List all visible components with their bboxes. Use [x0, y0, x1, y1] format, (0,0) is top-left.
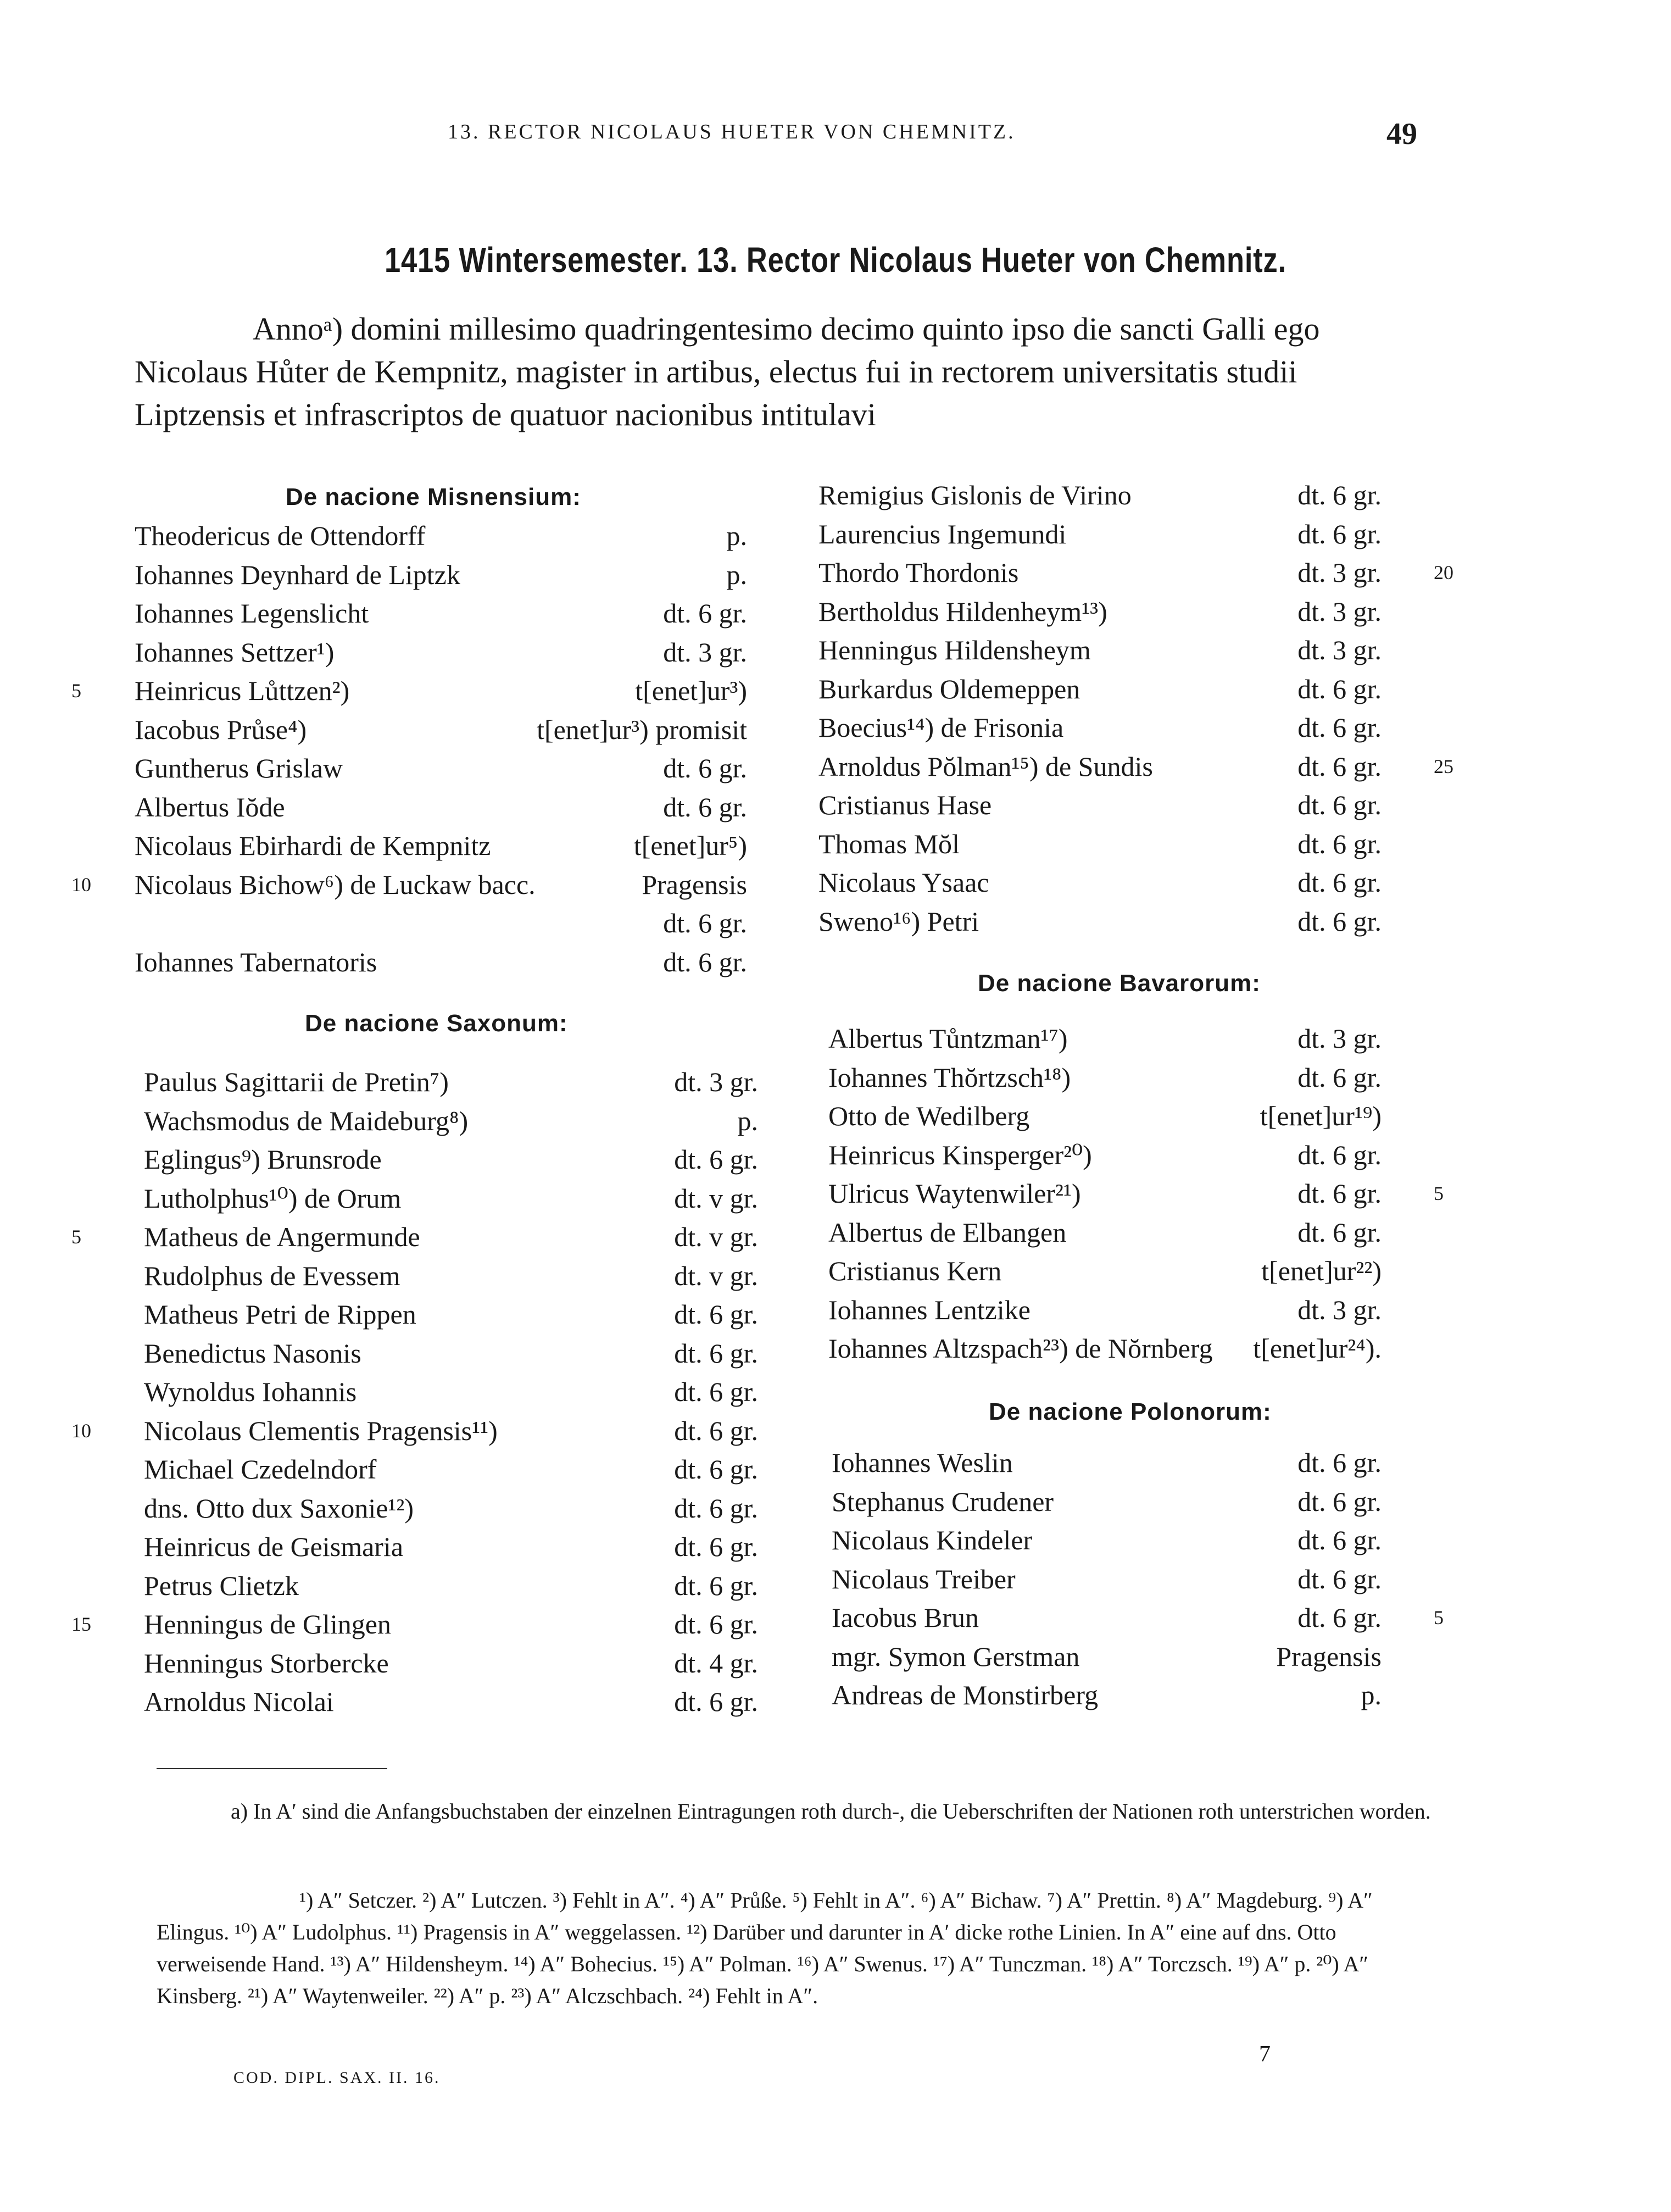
payment-note: dt. 6 gr.: [663, 598, 747, 629]
payment-note: dt. 4 gr.: [674, 1647, 758, 1679]
payment-note: dt. 6 gr.: [663, 908, 747, 938]
payment-note: dt. v gr.: [674, 1221, 758, 1252]
payment-note: dt. 6 gr.: [663, 946, 747, 977]
matriculation-entry: [0, 1411, 769, 1450]
matriculation-entry: [818, 1329, 1456, 1368]
matriculation-entry: [818, 1174, 1456, 1213]
sheet-number: 7: [1259, 2042, 1271, 2067]
line-number: 5: [71, 1226, 81, 1248]
payment-note: dt. 6 gr.: [1297, 1602, 1382, 1633]
payment-note: dt. 3 gr.: [1297, 596, 1382, 627]
nation-heading: De nacione Bavarorum:: [978, 970, 1261, 997]
matriculation-entry: [818, 1019, 1456, 1058]
matriculation-entry: [0, 904, 769, 942]
line-number: 10: [71, 873, 91, 896]
payment-note: dt. 6 gr.: [674, 1531, 758, 1562]
footnote-a: [157, 1796, 1442, 1827]
matriculation-entry: [0, 1063, 769, 1101]
matriculation-entry: [0, 710, 769, 749]
payment-note: dt. 6 gr.: [663, 791, 747, 822]
payment-note: dt. 6 gr.: [1297, 1486, 1382, 1517]
matriculation-entry: [818, 1213, 1456, 1252]
matriculation-entry: [818, 631, 1456, 669]
payment-note: dt. 6 gr.: [1297, 905, 1382, 937]
payment-note: p.: [1361, 1680, 1382, 1710]
line-number: 25: [1434, 755, 1453, 777]
payment-note: dt. 6 gr.: [663, 753, 747, 783]
nation-heading: De nacione Saxonum:: [305, 1010, 568, 1037]
payment-note: dt. 6 gr.: [1297, 1447, 1382, 1478]
payment-note: p.: [737, 1105, 758, 1136]
student-name: Iohannes Weslin: [832, 1447, 1013, 1478]
payment-note: Pragensis: [1276, 1641, 1382, 1672]
student-name: Heinricus Kinsperger²⁰): [828, 1139, 1092, 1170]
matriculation-entry: [0, 1644, 769, 1682]
matriculation-entry: [0, 1489, 769, 1527]
student-name: Eglingus⁹) Brunsrode: [144, 1144, 382, 1175]
student-name: Arnoldus Pŏlman¹⁵) de Sundis: [818, 751, 1153, 782]
matriculation-entry: [818, 1637, 1456, 1676]
student-name: Iohannes Lentzike: [828, 1294, 1031, 1325]
payment-note: p.: [726, 559, 747, 590]
matriculation-entry: [0, 516, 769, 555]
line-number: 15: [71, 1613, 91, 1635]
matriculation-entry: [0, 1295, 769, 1333]
line-number: 20: [1434, 562, 1453, 583]
matriculation-entry: [0, 1605, 769, 1643]
payment-note: dt. 6 gr.: [674, 1299, 758, 1330]
student-name: Nicolaus Clementis Pragensis¹¹): [144, 1415, 498, 1446]
payment-note: t[enet]ur²²): [1261, 1255, 1382, 1286]
payment-note: dt. 6 gr.: [674, 1570, 758, 1601]
student-name: Petrus Clietzk: [144, 1570, 299, 1601]
student-name: Theodericus de Ottendorff: [135, 520, 426, 551]
payment-note: dt. 6 gr.: [1297, 480, 1382, 510]
payment-note: dt. 6 gr.: [674, 1492, 758, 1524]
student-name: Heinricus de Geismaria: [144, 1531, 404, 1562]
matriculation-entry: [0, 749, 769, 787]
matriculation-entry: [818, 863, 1456, 902]
matriculation-entry: [818, 592, 1456, 631]
nation-heading: De nacione Misnensium:: [286, 483, 581, 510]
page-number: 49: [1386, 117, 1417, 151]
matriculation-entry: [0, 633, 769, 671]
payment-note: dt. 6 gr.: [674, 1415, 758, 1446]
student-name: Iacobus Průse⁴): [135, 714, 307, 745]
student-name: Otto de Wedilberg: [828, 1101, 1030, 1131]
payment-note: dt. 6 gr.: [1297, 751, 1382, 782]
payment-note: dt. 3 gr.: [1297, 557, 1382, 588]
nation-heading: De nacione Polonorum:: [989, 1398, 1272, 1425]
matriculation-entry: [818, 825, 1456, 863]
student-name: Albertus de Elbangen: [828, 1216, 1067, 1248]
student-name: Lutholphus¹⁰) de Orum: [144, 1182, 402, 1214]
matriculation-entry: [818, 1252, 1456, 1290]
payment-note: dt. 3 gr.: [674, 1066, 758, 1097]
student-name: Albertus Iŏde: [135, 791, 285, 822]
payment-note: dt. 6 gr.: [1297, 828, 1382, 859]
student-name: Iohannes Thŏrtzsch¹⁸): [828, 1061, 1071, 1093]
student-name: Remigius Gislonis de Virino: [818, 480, 1132, 510]
line-number: 5: [1434, 1182, 1444, 1204]
matriculation-entry: [0, 1179, 769, 1218]
payment-note: t[enet]ur²⁴).: [1253, 1333, 1382, 1364]
student-name: Wynoldus Iohannis: [144, 1376, 357, 1407]
student-name: Cristianus Hase: [818, 790, 992, 820]
student-name: Matheus de Angermunde: [144, 1221, 420, 1252]
student-name: Iohannes Altzspach²³) de Nŏrnberg: [828, 1333, 1213, 1364]
matriculation-entry: [0, 1450, 769, 1488]
matriculation-entry: [0, 671, 769, 710]
student-name: Nicolaus Kindeler: [832, 1525, 1033, 1555]
matriculation-entry: [818, 1136, 1456, 1174]
line-number: 10: [71, 1419, 91, 1442]
payment-note: t[enet]ur³): [635, 675, 747, 706]
matriculation-entry: [818, 1598, 1456, 1637]
student-name: Andreas de Monstirberg: [832, 1680, 1099, 1710]
student-name: Heinricus Lůttzen²): [135, 675, 350, 706]
payment-note: dt. 6 gr.: [674, 1686, 758, 1717]
student-name: Ulricus Waytenwiler²¹): [828, 1178, 1081, 1209]
student-name: Stephanus Crudener: [832, 1486, 1054, 1517]
student-name: Matheus Petri de Rippen: [144, 1299, 416, 1330]
student-name: Cristianus Kern: [828, 1255, 1002, 1286]
student-name: Sweno¹⁶) Petri: [818, 905, 979, 937]
student-name: Burkardus Oldemeppen: [818, 673, 1080, 704]
matriculation-entry: [818, 515, 1456, 553]
payment-note: dt. 6 gr.: [674, 1609, 758, 1639]
student-name: Paulus Sagittarii de Pretin⁷): [144, 1066, 449, 1097]
payment-note: dt. v gr.: [674, 1260, 758, 1291]
student-name: Albertus Tůntzman¹⁷): [828, 1023, 1068, 1054]
student-name: Nicolaus Treiber: [832, 1563, 1016, 1594]
student-name: Iacobus Brun: [832, 1602, 979, 1633]
payment-note: dt. 6 gr.: [1297, 1563, 1382, 1594]
payment-note: dt. 6 gr.: [1297, 518, 1382, 549]
student-name: mgr. Symon Gerstman: [832, 1641, 1080, 1672]
student-name: Arnoldus Nicolai: [144, 1686, 334, 1717]
matriculation-entry: [818, 553, 1456, 592]
footnote-separator: [157, 1768, 387, 1769]
matriculation-entry: [818, 670, 1456, 708]
matriculation-entry: [818, 476, 1456, 514]
matriculation-entry: [0, 1372, 769, 1411]
student-name: Nicolaus Ysaac: [818, 867, 989, 898]
payment-note: dt. 6 gr.: [1297, 673, 1382, 704]
student-name: Iohannes Settzer¹): [135, 636, 335, 668]
payment-note: dt. v gr.: [674, 1182, 758, 1214]
matriculation-entry: [818, 1482, 1456, 1521]
student-name: Iohannes Tabernatoris: [135, 946, 377, 977]
matriculation-entry: [818, 1097, 1456, 1135]
payment-note: dt. 6 gr.: [1297, 1061, 1382, 1093]
student-name: Iohannes Legenslicht: [135, 598, 369, 629]
payment-note: dt. 6 gr.: [674, 1144, 758, 1175]
payment-note: dt. 3 gr.: [663, 636, 747, 668]
student-name: Guntherus Grislaw: [135, 753, 343, 783]
matriculation-entry: [0, 1102, 769, 1140]
payment-note: dt. 6 gr.: [1297, 790, 1382, 820]
payment-note: p.: [726, 520, 747, 551]
student-name: Rudolphus de Evessem: [144, 1260, 400, 1291]
matriculation-entry: [818, 1521, 1456, 1559]
footnote-a-text: a) In A′ sind die Anfangsbuchstaben der einzelnen Eintragungen roth durch-, die Ueberschriften der Nationen roth unterstrichen worden.: [231, 1799, 1431, 1824]
student-name: Nicolaus Bichow⁶) de Luckaw bacc.: [135, 869, 536, 900]
student-name: Thordo Thordonis: [818, 557, 1019, 588]
matriculation-entry: [0, 943, 769, 981]
footnotes-numbered: [157, 1885, 1442, 2012]
student-name: Henningus de Glingen: [144, 1609, 391, 1639]
payment-note: t[enet]ur⁵): [633, 830, 747, 861]
payment-note: dt. 6 gr.: [1297, 1139, 1382, 1170]
student-name: Boecius¹⁴) de Frisonia: [818, 712, 1064, 743]
payment-note: dt. 6 gr.: [674, 1376, 758, 1407]
payment-note: dt. 6 gr.: [674, 1454, 758, 1485]
payment-note: dt. 3 gr.: [1297, 1023, 1382, 1054]
page-title: 1415 Wintersemester. 13. Rector Nicolaus Hueter von Chemnitz.: [385, 240, 1286, 280]
line-number: 5: [71, 680, 81, 702]
matriculation-entry: [818, 1560, 1456, 1598]
student-name: Wachsmodus de Maideburg⁸): [144, 1105, 469, 1136]
student-name: Bertholdus Hildenheym¹³): [818, 596, 1107, 627]
matriculation-entry: [0, 1682, 769, 1721]
matriculation-entry: [818, 1291, 1456, 1329]
payment-note: dt. 3 gr.: [1297, 635, 1382, 665]
matriculation-entry: [818, 1676, 1456, 1714]
matriculation-entry: [818, 708, 1456, 747]
matriculation-entry: [818, 1443, 1456, 1482]
matriculation-entry: [0, 555, 769, 594]
payment-note: t[enet]ur¹⁹): [1260, 1101, 1382, 1131]
student-name: Laurencius Ingemundi: [818, 518, 1067, 549]
payment-note: dt. 6 gr.: [1297, 867, 1382, 898]
matriculation-entry: [818, 747, 1456, 786]
payment-note: dt. 6 gr.: [1297, 1525, 1382, 1555]
line-number: 5: [1434, 1607, 1444, 1629]
intro-paragraph: [135, 308, 1423, 436]
matriculation-entry: [0, 1566, 769, 1605]
payment-note: dt. 6 gr.: [1297, 1216, 1382, 1248]
matriculation-entry: [0, 1140, 769, 1179]
payment-note: dt. 3 gr.: [1297, 1294, 1382, 1325]
student-name: Benedictus Nasonis: [144, 1337, 361, 1369]
payment-note: t[enet]ur³) promisit: [537, 714, 747, 745]
student-name: Thomas Mŏl: [818, 828, 960, 859]
running-head: 13. RECTOR NICOLAUS HUETER VON CHEMNITZ.: [448, 120, 1016, 143]
student-name: Michael Czedelndorf: [144, 1454, 377, 1485]
payment-note: dt. 6 gr.: [1297, 1178, 1382, 1209]
matriculation-entry: [0, 1218, 769, 1256]
signature-mark: COD. DIPL. SAX. II. 16.: [233, 2069, 441, 2087]
payment-note: Pragensis: [642, 869, 747, 900]
footnotes-numbered-text: ¹) A″ Setczer. ²) A″ Lutczen. ³) Fehlt in A″. ⁴) A″ Průße. ⁵) Fehlt in A″. ⁶) A″ Bichaw. ⁷) A″ Prettin. ⁸) A″ Magdeburg. ⁹) A″ Elingus. ¹⁰) A″ Ludolphus. ¹¹) Pragensis in A″ weggelassen. ¹²) Darüber und darunter in A′ dicke rothe Linien. In A″ eine auf dns. Otto verweisende Hand. ¹³) A″ Hildensheym. ¹⁴) A″ Bohecius. ¹⁵) A″ Polman. ¹⁶) A″ Swenus. ¹⁷) A″ Tunczman. ¹⁸) A″ Torczsch. ¹⁹) A″ p. ²⁰) A″ Kinsberg. ²¹) A″ Waytenweiler. ²²) A″ p. ²³) A″ Alczschbach. ²⁴) Fehlt in A″.: [157, 1888, 1373, 2008]
matriculation-entry: [0, 1527, 769, 1566]
matriculation-entry: [0, 826, 769, 865]
matriculation-entry: [0, 1334, 769, 1372]
student-name: Iohannes Deynhard de Liptzk: [135, 559, 460, 590]
matriculation-entry: [818, 786, 1456, 824]
matriculation-entry: [818, 902, 1456, 941]
student-name: Nicolaus Ebirhardi de Kempnitz: [135, 830, 491, 861]
matriculation-entry: [818, 1058, 1456, 1097]
matriculation-entry: [0, 788, 769, 826]
student-name: dns. Otto dux Saxonie¹²): [144, 1492, 414, 1524]
payment-note: dt. 6 gr.: [674, 1337, 758, 1369]
intro-text: Annoᵃ) domini millesimo quadringentesimo decimo quinto ipso die sancti Galli ego Nicolaus Hůter de Kempnitz, magister in artibus, electus fui in rectorem universitatis studii Liptzensis et infrascriptos de quatuor nacionibus intitulavi: [135, 311, 1320, 432]
student-name: Henningus Hildensheym: [818, 635, 1091, 665]
matriculation-entry: [0, 1257, 769, 1295]
student-name: Henningus Storbercke: [144, 1647, 389, 1679]
matriculation-entry: [0, 594, 769, 632]
payment-note: dt. 6 gr.: [1297, 712, 1382, 743]
matriculation-entry: [0, 865, 769, 904]
